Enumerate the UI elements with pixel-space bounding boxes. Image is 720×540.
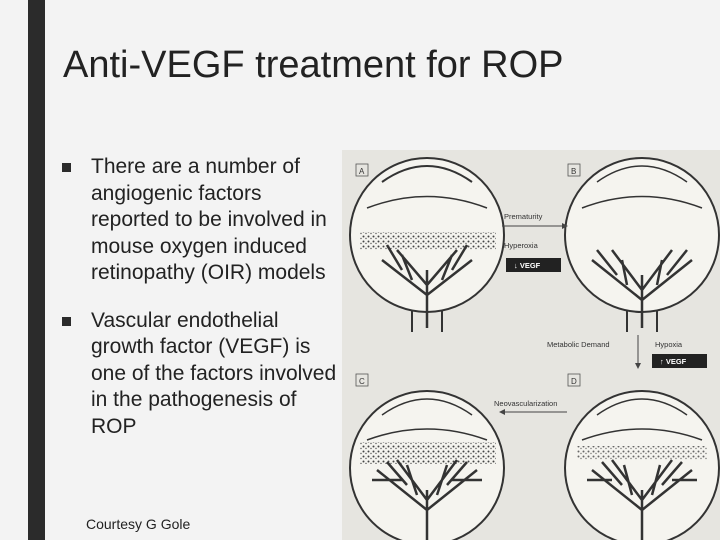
slide-title: Anti-VEGF treatment for ROP [63,44,564,86]
panel-b [565,158,719,332]
bullet-text: There are a number of angiogenic factors reported to be involved in mouse oxygen induced retinopathy (OIR) models [91,155,327,284]
label-hyperoxia: Hyperoxia [504,241,538,250]
bullet-item [62,154,337,287]
panel-c-letter: C [359,377,365,386]
bullet-marker [62,163,71,172]
panel-a-letter: A [359,167,365,176]
left-accent-bar [28,0,45,540]
label-prematurity: Prematurity [504,212,543,221]
bullet-text: Vascular endothelial growth factor (VEGF) is one of the factors involved in the pathogenesis of ROP [91,308,337,438]
label-vegf-up: ↑ VEGF [660,357,687,366]
panel-a [350,158,504,332]
bullet-item [62,308,337,441]
bullet-marker [62,317,71,326]
panel-b-letter: B [571,167,577,176]
panel-c [350,374,504,540]
panel-d [565,374,719,540]
label-neovascularization: Neovascularization [494,399,558,408]
panel-d-letter: D [571,377,577,386]
courtesy-credit: Courtesy G Gole [86,516,191,532]
label-vegf-down: ↓ VEGF [514,261,541,270]
rop-eye-diagram [342,150,720,540]
bullet-list [62,154,337,461]
label-hypoxia: Hypoxia [655,340,683,349]
label-metabolic-demand: Metabolic Demand [547,340,610,349]
